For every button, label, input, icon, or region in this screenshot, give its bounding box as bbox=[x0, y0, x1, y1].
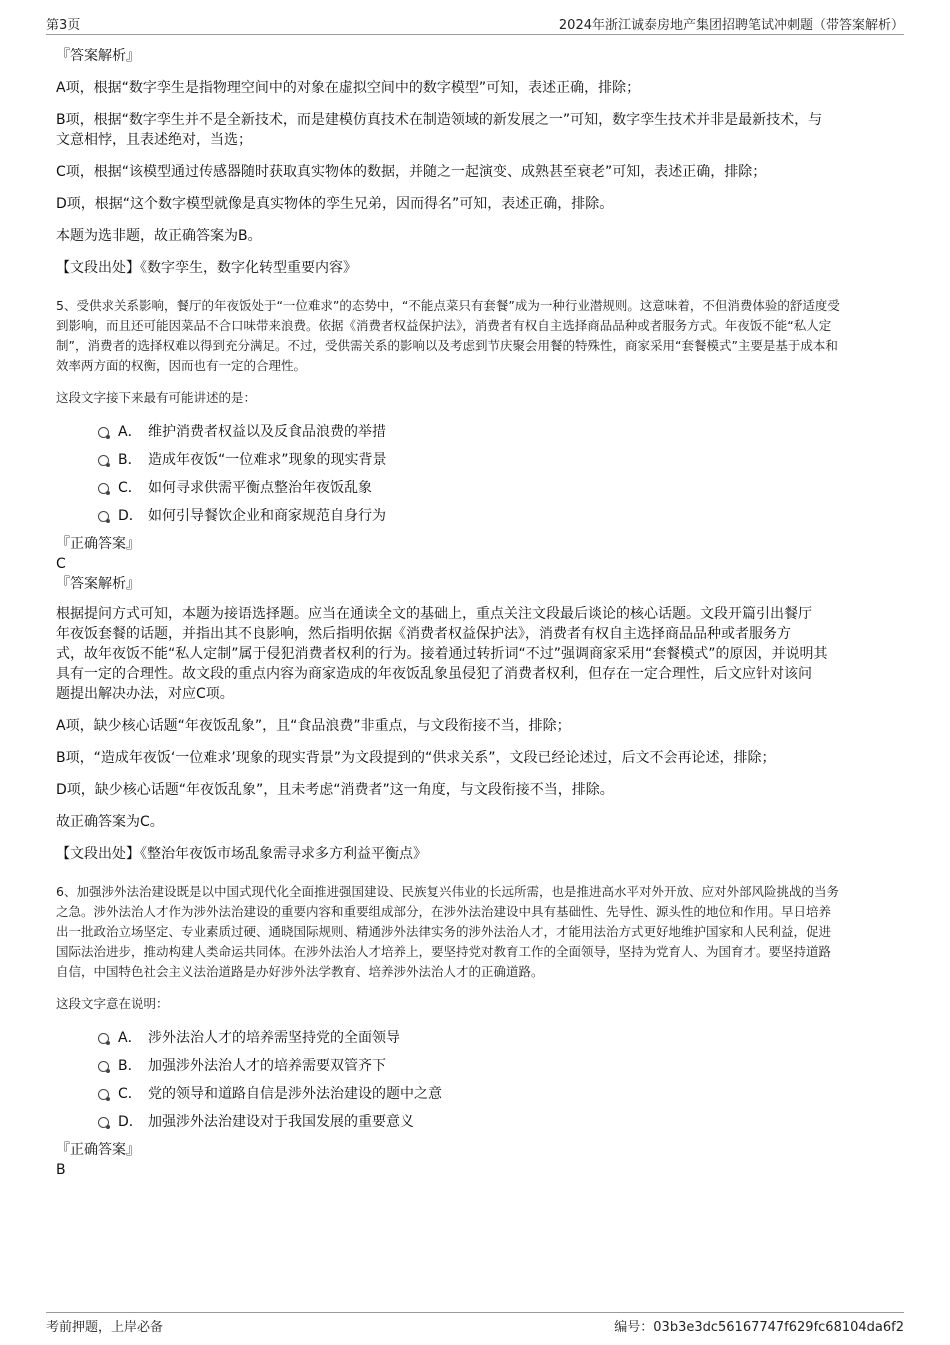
option-b[interactable] bbox=[56, 446, 892, 474]
question-6-stem bbox=[56, 882, 892, 982]
stem-line: 出一批政治立场坚定、专业素质过硬、通晓国际规则、精通涉外法律实务的涉外法治人才，才能用法治方式更好地维护国家和人民利益，促进 bbox=[56, 924, 832, 939]
analysis-option-b-line1: B项，根据“数字孪生并不是全新技术，而是建模仿真技术在制造领域的新发展之一”可知，数字孪生技术并非是最新技术，与 bbox=[56, 112, 823, 128]
option-letter: B． bbox=[118, 452, 142, 468]
analysis-option-a: A项，根据“数字孪生是指物理空间中的对象在虚拟空间中的数字模型”可知，表述正确，排除； bbox=[56, 80, 641, 96]
analysis-option-b-line2: 文意相悖，且表述绝对，当选； bbox=[56, 132, 252, 148]
option-a[interactable] bbox=[56, 418, 892, 446]
stem-line: 效率两方面的权衡，因而也有一定的合理性。 bbox=[56, 358, 307, 373]
radio-icon[interactable] bbox=[98, 1089, 109, 1100]
analysis-option-c: C项，根据“该模型通过传感器随时获取真实物体的数据，并随之一起演变、成熟甚至衰老”可知，表述正确，排除； bbox=[56, 164, 767, 180]
analysis-option-d: D项，根据“这个数字模型就像是真实物体的孪生兄弟，因而得名”可知，表述正确，排除。 bbox=[56, 196, 614, 212]
option-text: 如何引导餐饮企业和商家规范自身行为 bbox=[148, 508, 386, 524]
radio-icon[interactable] bbox=[98, 511, 109, 522]
radio-icon[interactable] bbox=[98, 427, 109, 438]
question-5-stem bbox=[56, 296, 892, 376]
option-text: 造成年夜饭“一位难求”现象的现实背景 bbox=[148, 452, 387, 468]
option-letter: A． bbox=[118, 424, 142, 440]
correct-answer: B bbox=[56, 1162, 66, 1178]
analysis-body bbox=[56, 604, 892, 704]
option-a[interactable] bbox=[56, 1024, 892, 1052]
option-b[interactable] bbox=[56, 1052, 892, 1080]
page-header bbox=[46, 14, 904, 35]
radio-icon[interactable] bbox=[98, 1033, 109, 1044]
analysis-line: 根据提问方式可知，本题为接语选择题。应当在通读全文的基础上，重点关注文段最后谈论的核心话题。文段开篇引出餐厅 bbox=[56, 606, 812, 622]
stem-line: 之急。涉外法治人才作为涉外法治建设的重要内容和重要组成部分，在涉外法治建设中具有基础性、先导性、源头性的地位和作用。早日培养 bbox=[56, 904, 832, 919]
option-text: 涉外法治人才的培养需坚持党的全面领导 bbox=[148, 1030, 400, 1046]
option-text: 加强涉外法治人才的培养需要双管齐下 bbox=[148, 1058, 386, 1074]
analysis-option-b: B项，“造成年夜饭‘一位难求’现象的现实背景”为文段提到的“供求关系”，文段已经论述过，后文不会再论述，排除； bbox=[56, 750, 776, 766]
stem-line: 自信，中国特色社会主义法治道路是办好涉外法学教育、培养涉外法治人才的正确道路。 bbox=[56, 964, 544, 979]
page-footer bbox=[46, 1312, 904, 1335]
footer-slogan: 考前押题，上岸必备 bbox=[46, 1320, 164, 1335]
source-citation: 【文段出处】《数字孪生，数字化转型重要内容》 bbox=[56, 260, 357, 276]
analysis-line: 年夜饭套餐的话题，并指出其不良影响，然后指明依据《消费者权益保护法》，消费者有权自主选择商品品种或者服务方 bbox=[56, 626, 791, 642]
correct-answer-label: 『正确答案』 bbox=[56, 536, 140, 552]
document-title: 2024年浙江诚泰房地产集团招聘笔试冲刺题（带答案解析） bbox=[558, 18, 904, 33]
document-body bbox=[56, 44, 892, 1180]
correct-answer: C bbox=[56, 556, 66, 572]
analysis-conclusion: 本题为选非题，故正确答案为B。 bbox=[56, 228, 262, 244]
option-d[interactable] bbox=[56, 1108, 892, 1136]
question-5-prompt: 这段文字接下来最有可能讲述的是： bbox=[56, 390, 257, 405]
option-d[interactable] bbox=[56, 502, 892, 530]
stem-line: 国际法治进步，推动构建人类命运共同体。在涉外法治人才培养上，要坚持党对教育工作的全面领导，坚持为党育人、为国育才。要坚持道路 bbox=[56, 944, 832, 959]
question-5-options bbox=[56, 418, 892, 530]
option-c[interactable] bbox=[56, 1080, 892, 1108]
option-letter: D． bbox=[118, 508, 143, 524]
radio-icon[interactable] bbox=[98, 483, 109, 494]
question-6-prompt: 这段文字意在说明： bbox=[56, 996, 169, 1011]
option-letter: C． bbox=[118, 1086, 142, 1102]
option-letter: B． bbox=[118, 1058, 142, 1074]
option-text: 加强涉外法治建设对于我国发展的重要意义 bbox=[148, 1114, 414, 1130]
analysis-option-d: D项，缺少核心话题“年夜饭乱象”，且未考虑“消费者”这一角度，与文段衔接不当，排除。 bbox=[56, 782, 614, 798]
option-text: 如何寻求供需平衡点整治年夜饭乱象 bbox=[148, 480, 372, 496]
analysis-option-a: A项，缺少核心话题“年夜饭乱象”，且“食品浪费”非重点，与文段衔接不当，排除； bbox=[56, 718, 571, 734]
option-letter: D． bbox=[118, 1114, 143, 1130]
analysis-line: 式，故年夜饭不能“私人定制”属于侵犯消费者权利的行为。接着通过转折词“不过”强调商家采用“套餐模式”的原因，并说明其 bbox=[56, 646, 828, 662]
analysis-line: 具有一定的合理性。故文段的重点内容为商家造成的年夜饭乱象虽侵犯了消费者权利，但存在一定合理性，后文应针对该问 bbox=[56, 666, 812, 682]
stem-line: 到影响，而且还可能因菜品不合口味带来浪费。依据《消费者权益保护法》，消费者有权自主选择商品品种或者服务方式。年夜饭不能“私人定 bbox=[56, 318, 832, 333]
radio-icon[interactable] bbox=[98, 1061, 109, 1072]
analysis-label: 『答案解析』 bbox=[56, 48, 140, 64]
stem-line: 制”，消费者的选择权难以得到充分满足。不过，受供需关系的影响以及考虑到节庆聚会用餐的特殊性，商家采用“套餐模式”主要是基于成本和 bbox=[56, 338, 838, 353]
analysis-line: 题提出解决办法，对应C项。 bbox=[56, 686, 234, 702]
analysis-label: 『答案解析』 bbox=[56, 576, 140, 592]
radio-icon[interactable] bbox=[98, 1117, 109, 1128]
analysis-conclusion: 故正确答案为C。 bbox=[56, 814, 164, 830]
page-number: 第3页 bbox=[46, 18, 81, 33]
document-id: 编号：03b3e3dc56167747f629fc68104da6f2 bbox=[614, 1320, 904, 1335]
source-citation: 【文段出处】《整治年夜饭市场乱象需寻求多方利益平衡点》 bbox=[56, 846, 427, 862]
radio-icon[interactable] bbox=[98, 455, 109, 466]
option-c[interactable] bbox=[56, 474, 892, 502]
correct-answer-label: 『正确答案』 bbox=[56, 1142, 140, 1158]
option-text: 维护消费者权益以及反食品浪费的举措 bbox=[148, 424, 386, 440]
option-letter: C． bbox=[118, 480, 142, 496]
option-text: 党的领导和道路自信是涉外法治建设的题中之意 bbox=[148, 1086, 442, 1102]
stem-line: 6、加强涉外法治建设既是以中国式现代化全面推进强国建设、民族复兴伟业的长远所需，也是推进高水平对外开放、应对外部风险挑战的当务 bbox=[56, 884, 839, 899]
option-letter: A． bbox=[118, 1030, 142, 1046]
stem-line: 5、受供求关系影响，餐厅的年夜饭处于“一位难求”的态势中，“不能点菜只有套餐”成为一种行业潜规则。这意味着，不但消费体验的舒适度受 bbox=[56, 298, 840, 313]
question-6-options bbox=[56, 1024, 892, 1136]
